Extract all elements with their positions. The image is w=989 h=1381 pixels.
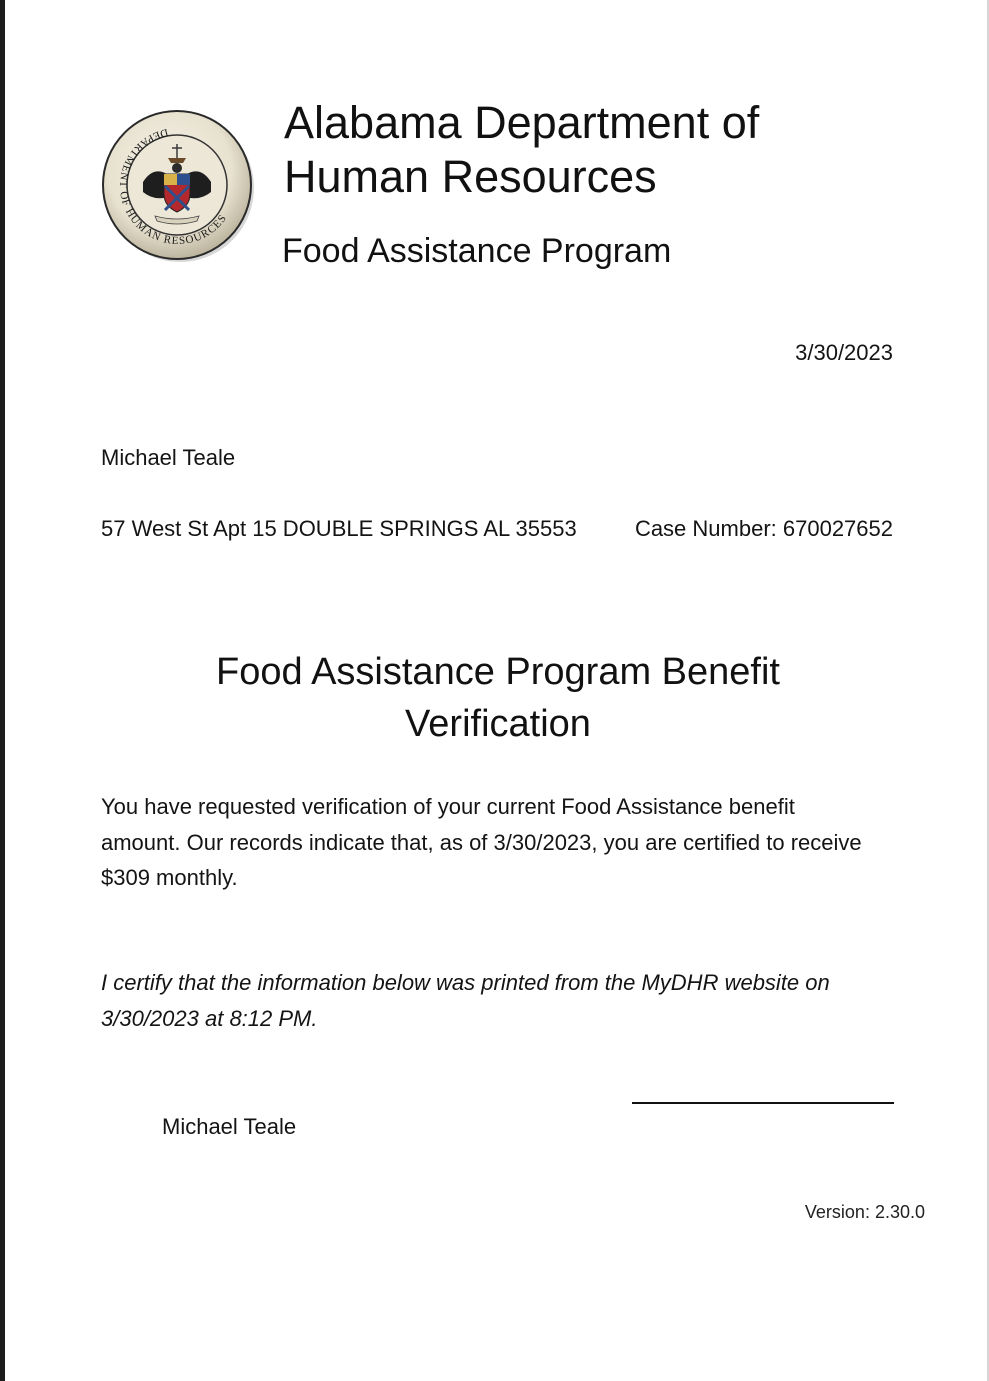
recipient-name: Michael Teale bbox=[101, 445, 236, 470]
recipient-address: 57 West St Apt 15 DOUBLE SPRINGS AL 35553 bbox=[101, 516, 577, 541]
version-label: Version: 2.30.0 bbox=[804, 1202, 925, 1222]
certification-statement: I certify that the information below was printed from the MyDHR website on 3/30/2023 at 8:12 PM. bbox=[101, 970, 830, 1031]
organization-name: Alabama Department of Human Resources bbox=[284, 97, 760, 202]
department-seal-logo bbox=[100, 108, 256, 264]
case-number: Case Number: 670027652 bbox=[634, 516, 893, 541]
page-edge-left bbox=[0, 0, 5, 1381]
signer-name: Michael Teale bbox=[162, 1114, 297, 1139]
verification-body: You have requested verification of your current Food Assistance benefit amount. Our records indicate that, as of 3/30/2023, you are certified to receive $309 monthly. bbox=[101, 794, 862, 890]
letter-date: 3/30/2023 bbox=[795, 340, 893, 365]
document-title: Food Assistance Program Benefit Verification bbox=[216, 651, 780, 745]
program-name: Food Assistance Program bbox=[282, 232, 672, 270]
svg-text:DEPARTMENT OF HUMAN RESOURCES: DEPARTMENT OF HUMAN RESOURCES bbox=[116, 125, 230, 248]
signature-line bbox=[632, 1102, 894, 1104]
